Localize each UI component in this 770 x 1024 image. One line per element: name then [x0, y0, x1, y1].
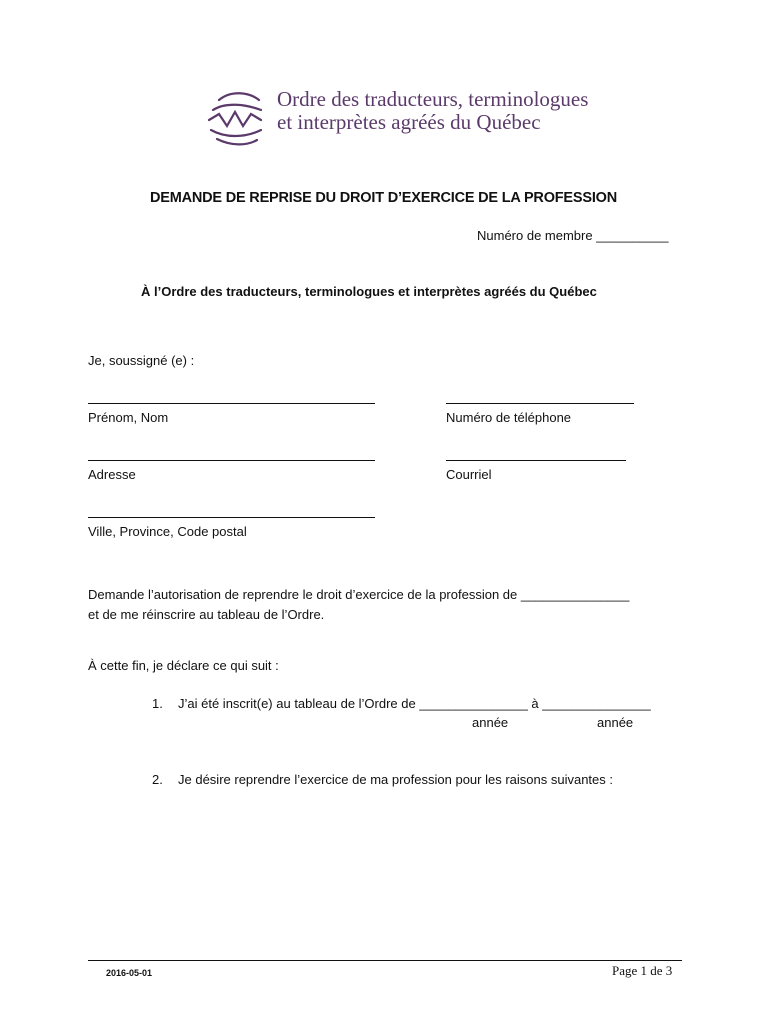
footer-divider [88, 960, 682, 961]
org-name-line2: et interprètes agréés du Québec [277, 110, 541, 134]
phone-field-line[interactable] [446, 403, 634, 404]
footer-date: 2016-05-01 [106, 968, 153, 978]
email-field-line[interactable] [446, 460, 626, 461]
request-line-1: Demande l’autorisation de reprendre le droit d’exercice de la profession de _______________ [88, 587, 630, 602]
name-field-label: Prénom, Nom [88, 410, 169, 425]
addressee: À l’Ordre des traducteurs, terminologues et interprètes agréés du Québec [141, 284, 597, 299]
declare-text: À cette fin, je déclare ce qui suit : [88, 658, 279, 673]
org-name [277, 88, 588, 134]
address-field-label: Adresse [88, 467, 136, 482]
item-1-year-end-label: année [597, 715, 634, 730]
city-field-label: Ville, Province, Code postal [88, 524, 247, 539]
item-1-year-start-label: année [472, 715, 509, 730]
wave-logo-icon [205, 88, 267, 148]
name-field-line[interactable] [88, 403, 375, 404]
request-line-2: et de me réinscrire au tableau de l’Ordre. [88, 607, 325, 622]
phone-field-label: Numéro de téléphone [446, 410, 572, 425]
intro-text: Je, soussigné (e) : [88, 353, 195, 368]
org-logo [205, 87, 589, 148]
item-2-text: Je désire reprendre l’exercice de ma profession pour les raisons suivantes : [178, 772, 613, 787]
org-name-line1: Ordre des traducteurs, terminologues [277, 87, 589, 111]
footer-page-number: Page 1 de 3 [612, 963, 673, 978]
form-title: DEMANDE DE REPRISE DU DROIT D’EXERCICE DE LA PROFESSION [150, 190, 618, 206]
item-2-number: 2. [152, 772, 163, 787]
city-field-line[interactable] [88, 517, 375, 518]
address-field-line[interactable] [88, 460, 375, 461]
email-field-label: Courriel [446, 467, 492, 482]
item-1-number: 1. [152, 696, 163, 711]
member-number-label: Numéro de membre __________ [477, 228, 669, 243]
item-1-text: J’ai été inscrit(e) au tableau de l’Ordre de _______________ à _______________ [178, 696, 651, 711]
